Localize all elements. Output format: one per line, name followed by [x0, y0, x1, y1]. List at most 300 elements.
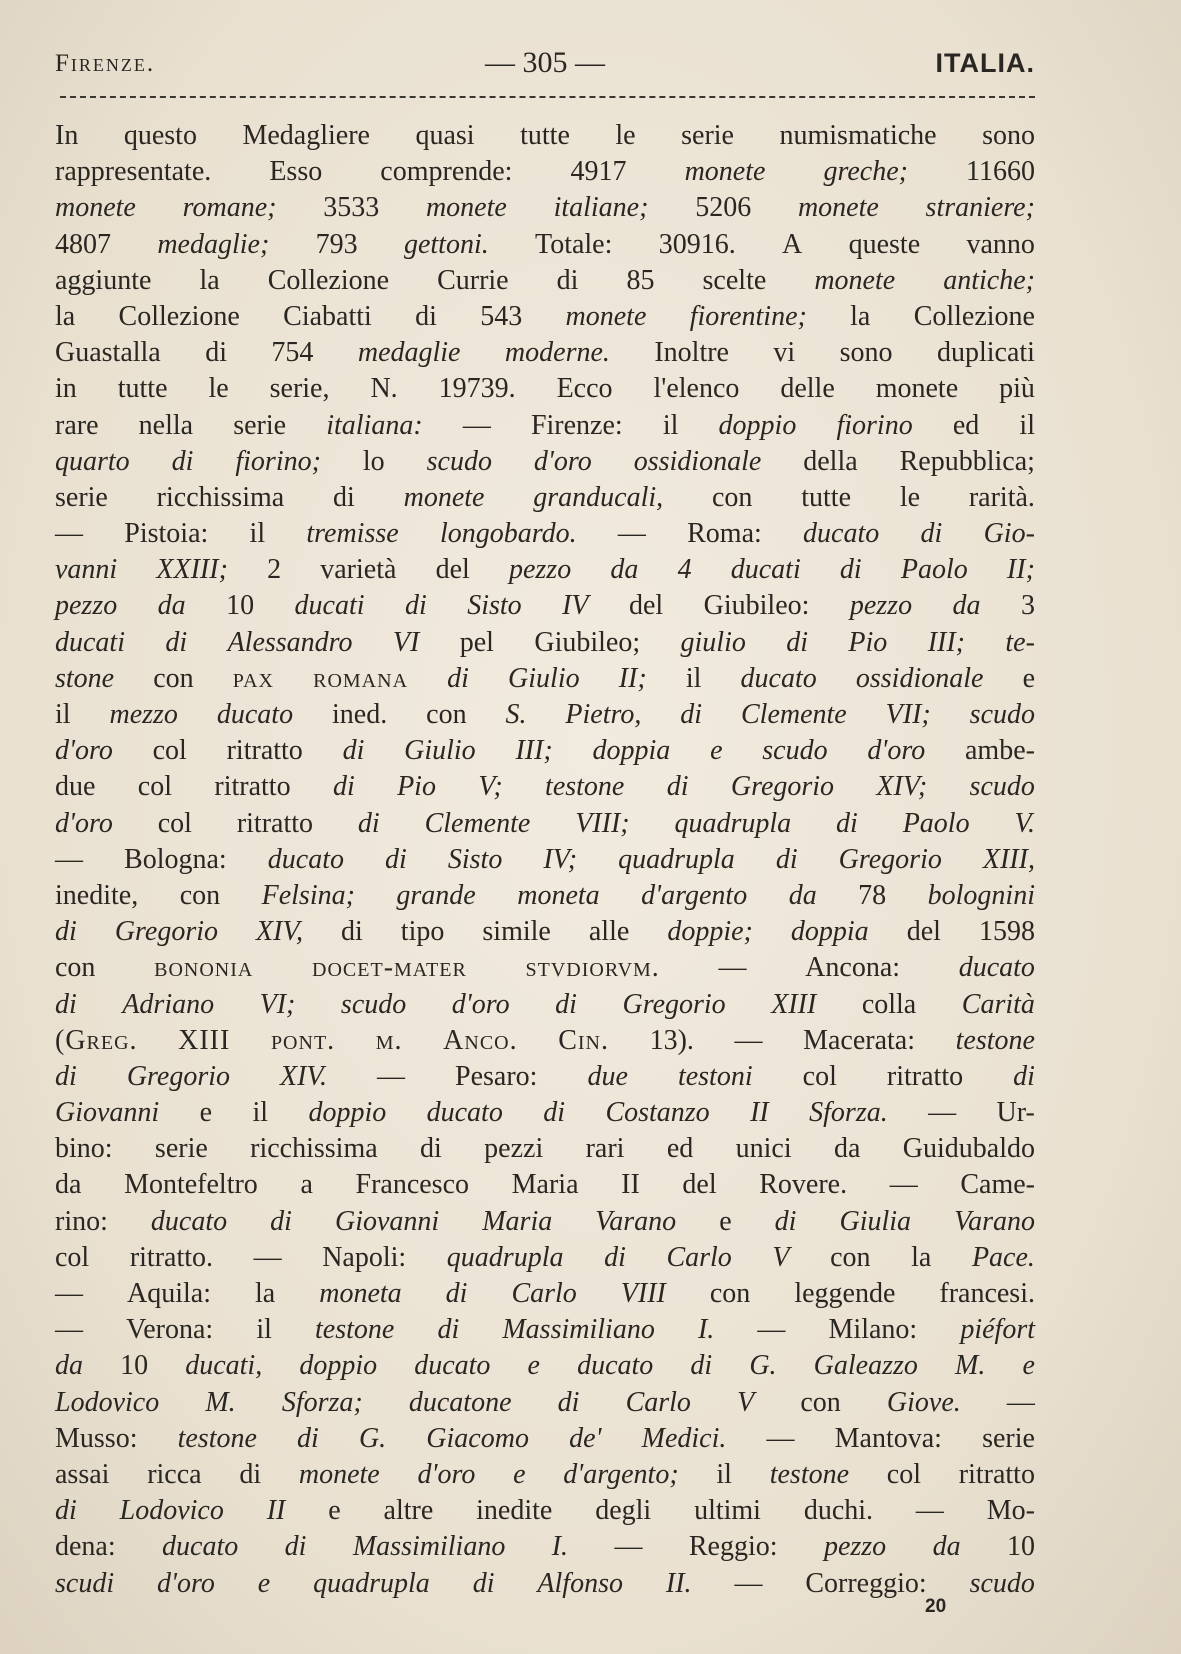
text-line — [55, 987, 1035, 1023]
word — [566, 299, 647, 335]
word — [771, 987, 816, 1023]
italic-text: Gio- — [983, 518, 1035, 550]
word — [235, 444, 321, 480]
word — [615, 118, 635, 154]
word — [805, 950, 900, 986]
italic-text: di — [445, 1278, 468, 1309]
italic-text: d'argento; — [563, 1458, 679, 1490]
italic-text: ducato — [267, 843, 344, 875]
text-line — [55, 1457, 1035, 1493]
word — [887, 1385, 961, 1421]
word — [641, 878, 747, 914]
word — [120, 1348, 148, 1384]
italic-text: fiorino; — [235, 445, 321, 477]
roman-text: — — [718, 952, 747, 984]
word — [663, 408, 679, 444]
text-line — [55, 1312, 1035, 1348]
word — [850, 299, 870, 335]
word — [719, 1204, 731, 1240]
roman-text: A — [782, 228, 803, 260]
roman-text: — — [614, 1531, 643, 1563]
italic-text: monete — [425, 192, 507, 224]
word — [520, 118, 570, 154]
word — [511, 1276, 576, 1312]
word — [586, 1131, 625, 1167]
word — [439, 371, 516, 407]
italic-text: Costanzo — [605, 1097, 710, 1129]
word — [115, 914, 218, 950]
roman-text: lo — [362, 445, 385, 477]
italic-text: VI; — [259, 988, 296, 1020]
word — [1007, 1529, 1035, 1565]
roman-text: alle — [588, 916, 630, 948]
word — [452, 987, 510, 1023]
roman-text: Correggio: — [805, 1567, 927, 1599]
word — [254, 1240, 282, 1276]
word — [762, 733, 827, 769]
text-line — [55, 1385, 1035, 1421]
word — [127, 1276, 211, 1312]
roman-text: tutte — [801, 481, 851, 513]
word — [55, 1457, 109, 1493]
smallcaps-text: romana — [313, 662, 409, 694]
word — [535, 227, 612, 263]
italic-text: mezzo — [109, 699, 178, 730]
word — [55, 1204, 108, 1240]
word — [907, 914, 941, 950]
word — [55, 444, 130, 480]
italic-text: Clemente — [741, 699, 847, 730]
roman-text: del — [628, 590, 664, 622]
text-line — [55, 1421, 1035, 1457]
italic-text: G. — [358, 1422, 387, 1454]
italic-text: pezzo — [508, 554, 572, 586]
word — [1021, 588, 1035, 624]
roman-text: sono — [982, 120, 1035, 151]
roman-text: ritratto — [226, 735, 303, 767]
roman-text: da — [833, 1133, 861, 1165]
word — [1005, 625, 1035, 661]
word — [1023, 661, 1035, 697]
word — [526, 950, 660, 986]
italic-text: ducato — [577, 1350, 654, 1382]
word — [681, 118, 734, 154]
italic-text: Giovanni — [55, 1097, 160, 1129]
word — [911, 1240, 931, 1276]
word — [446, 1276, 468, 1312]
word — [55, 625, 125, 661]
word — [789, 878, 817, 914]
roman-text: aggiunte — [55, 264, 152, 296]
roman-text: con — [153, 662, 194, 694]
word — [162, 1529, 238, 1565]
word — [803, 444, 857, 480]
word — [285, 1529, 307, 1565]
text-line — [55, 516, 1035, 552]
word — [437, 263, 509, 299]
roman-text: — — [915, 1495, 944, 1527]
italic-text: Medici. — [641, 1422, 727, 1454]
italic-text: ducato — [216, 699, 294, 730]
italic-text: giulio — [680, 626, 746, 658]
word — [271, 1023, 335, 1059]
word — [512, 1167, 579, 1203]
word — [341, 987, 406, 1023]
word — [323, 190, 379, 226]
italic-text: testone — [315, 1314, 395, 1346]
italic-text: ducati, — [185, 1350, 263, 1382]
word — [271, 335, 313, 371]
word — [959, 950, 1035, 986]
italic-text: XIV, — [256, 916, 303, 948]
italic-text: II — [266, 1495, 286, 1527]
word — [595, 1204, 676, 1240]
word — [736, 1131, 792, 1167]
word — [515, 733, 552, 769]
italic-text: II; — [618, 662, 647, 694]
italic-text: IV; — [543, 843, 578, 875]
word — [654, 371, 740, 407]
italic-text: di — [666, 771, 689, 803]
italic-text: moderne. — [504, 337, 610, 369]
word — [955, 1348, 985, 1384]
word — [55, 878, 138, 914]
italic-text: Carlo — [666, 1241, 732, 1273]
word — [55, 118, 78, 154]
word — [506, 697, 527, 733]
italic-text: XIV; — [876, 771, 928, 803]
word — [404, 227, 489, 263]
word — [557, 371, 613, 407]
roman-text: di — [420, 1133, 442, 1165]
word — [513, 1457, 525, 1493]
word — [155, 1131, 208, 1167]
roman-text: la — [911, 1241, 932, 1273]
smallcaps-text: docet-mater — [312, 952, 467, 984]
text-line — [55, 1095, 1035, 1131]
italic-text: Giove. — [886, 1386, 961, 1418]
word — [979, 914, 1035, 950]
roman-text: — — [55, 843, 83, 875]
word — [803, 1059, 837, 1095]
italic-text: Pace. — [971, 1241, 1035, 1273]
italic-text: di — [920, 518, 943, 550]
word — [55, 263, 151, 299]
word — [119, 299, 240, 335]
italic-text: e — [1022, 1350, 1035, 1382]
italic-text: Clemente — [424, 807, 531, 839]
word — [953, 588, 981, 624]
word — [233, 661, 274, 697]
word — [839, 842, 942, 878]
italic-text: di — [55, 988, 77, 1020]
italic-text: di — [55, 1495, 77, 1527]
word — [690, 1348, 712, 1384]
word — [312, 950, 467, 986]
italic-text: ducato — [414, 1350, 491, 1382]
word — [834, 1131, 860, 1167]
italic-text: di — [284, 1531, 307, 1563]
word — [426, 1421, 529, 1457]
roman-text: Maria — [511, 1169, 579, 1201]
word — [674, 806, 791, 842]
roman-text: la — [199, 264, 220, 296]
word — [393, 625, 419, 661]
word — [804, 1493, 873, 1529]
word — [731, 552, 801, 588]
word — [299, 1348, 377, 1384]
roman-text: col — [152, 735, 187, 767]
italic-text: di — [836, 807, 858, 839]
word — [571, 154, 627, 190]
roman-text: Totale: — [535, 228, 613, 260]
word — [227, 733, 303, 769]
word — [280, 1059, 327, 1095]
roman-text: il — [1019, 409, 1035, 441]
word — [138, 769, 172, 805]
word — [814, 263, 895, 299]
italic-text: ducato — [426, 1097, 503, 1129]
word — [741, 661, 817, 697]
word — [460, 625, 494, 661]
word — [914, 299, 1035, 335]
word — [250, 516, 266, 552]
italic-text: Paolo — [900, 554, 968, 586]
italic-text: di — [55, 1060, 77, 1092]
italic-text: S. — [505, 699, 527, 730]
italic-text: scudo — [762, 735, 828, 767]
word — [55, 1276, 83, 1312]
text-line — [55, 1204, 1035, 1240]
italic-text: testone — [545, 771, 625, 803]
word — [359, 1421, 386, 1457]
roman-text: serie — [982, 1422, 1035, 1454]
word — [887, 1059, 963, 1095]
word — [840, 552, 862, 588]
italic-text: Pio — [848, 626, 888, 658]
word — [409, 1385, 512, 1421]
roman-text: delle — [780, 373, 835, 405]
italic-text: quadrupla — [674, 807, 792, 839]
italic-text: monete — [684, 156, 766, 188]
roman-text: il — [662, 409, 679, 441]
text-line — [55, 1348, 1035, 1384]
italic-text: da — [788, 879, 817, 911]
word — [839, 1204, 911, 1240]
italic-text: G. — [749, 1350, 777, 1382]
word — [316, 227, 358, 263]
italic-text: testone — [177, 1422, 257, 1454]
word — [124, 118, 197, 154]
italic-text: d'argento — [641, 879, 748, 911]
roman-text: 5206 — [695, 192, 752, 224]
italic-text: testone — [769, 1458, 850, 1490]
roman-text: — — [617, 518, 646, 550]
word — [447, 1240, 564, 1276]
italic-text: grande — [396, 879, 476, 911]
smallcaps-text: pont. — [270, 1024, 336, 1056]
italic-text: scudo — [969, 1567, 1035, 1599]
word — [966, 154, 1035, 190]
roman-text: ed — [666, 1133, 694, 1165]
italic-text: di — [680, 699, 703, 730]
word — [682, 1167, 716, 1203]
italic-text: e — [710, 735, 723, 767]
italic-text: doppia — [592, 735, 671, 767]
italic-text: Carità — [961, 988, 1035, 1020]
word — [55, 697, 71, 733]
italic-text: di — [357, 807, 380, 839]
word — [890, 1167, 918, 1203]
word — [903, 1131, 1035, 1167]
italic-text: ducato — [740, 662, 817, 694]
word — [55, 987, 77, 1023]
word — [358, 335, 461, 371]
word — [124, 842, 227, 878]
roman-text: rappresentate. — [55, 156, 212, 188]
word — [887, 1457, 921, 1493]
italic-text: di — [270, 1205, 292, 1237]
word — [126, 1312, 213, 1348]
roman-text: Milano: — [828, 1314, 918, 1346]
word — [824, 1529, 886, 1565]
word — [376, 1023, 403, 1059]
roman-text: comprende: — [380, 156, 513, 188]
word — [467, 588, 521, 624]
roman-text: degli — [595, 1495, 652, 1527]
roman-text: Giubileo; — [534, 626, 641, 658]
roman-text: questo — [123, 120, 197, 151]
word — [695, 190, 751, 226]
italic-text: di — [1013, 1060, 1035, 1092]
italic-text: di — [690, 1350, 713, 1382]
word — [654, 335, 729, 371]
word — [463, 408, 491, 444]
word — [928, 625, 965, 661]
italic-text: Gregorio — [838, 843, 942, 875]
text-line — [55, 190, 1035, 226]
word — [786, 625, 808, 661]
word — [328, 1493, 340, 1529]
word — [862, 987, 916, 1023]
text-line — [55, 480, 1035, 516]
roman-text: 1598 — [978, 916, 1035, 948]
italic-text: ducato — [958, 952, 1035, 984]
word — [710, 733, 722, 769]
word — [575, 806, 629, 842]
word — [370, 371, 397, 407]
word — [666, 1566, 692, 1602]
word — [55, 408, 99, 444]
header-country: ITALIA. — [935, 48, 1035, 78]
word — [426, 190, 507, 226]
word — [517, 878, 599, 914]
word — [959, 1457, 1035, 1493]
word — [997, 1095, 1035, 1131]
roman-text: da — [55, 1169, 82, 1201]
italic-text: 4 — [677, 554, 692, 586]
roman-text: ricchissima — [156, 481, 285, 513]
italic-text: XIII, — [982, 843, 1035, 875]
roman-text: del — [906, 916, 941, 948]
text-line — [55, 1059, 1035, 1095]
italic-text: Massimiliano — [352, 1531, 506, 1563]
roman-text: le — [208, 373, 229, 405]
italic-text: d'oro — [55, 735, 113, 767]
word — [772, 1240, 789, 1276]
italic-text: ducati — [55, 626, 125, 658]
word — [109, 697, 177, 733]
italic-text: II. — [665, 1567, 692, 1599]
italic-text: V — [737, 1386, 755, 1418]
text-line — [55, 1493, 1035, 1529]
text-line — [55, 1566, 1035, 1602]
word — [737, 1385, 754, 1421]
word — [956, 1023, 1035, 1059]
italic-text: medaglie; — [157, 228, 270, 260]
roman-text: 30916. — [658, 228, 736, 260]
word — [377, 1059, 405, 1095]
text-line — [55, 263, 1035, 299]
roman-text: Aquila: — [127, 1278, 211, 1309]
word — [836, 408, 912, 444]
word — [531, 408, 623, 444]
word — [183, 190, 277, 226]
italic-text: d'oro — [157, 1567, 215, 1599]
smallcaps-text: XIII — [178, 1024, 231, 1056]
word — [801, 480, 851, 516]
italic-text: fiorentine; — [689, 300, 807, 332]
roman-text: varietà — [320, 554, 397, 586]
roman-text: Montefeltro — [124, 1169, 258, 1201]
word — [343, 733, 365, 769]
text-line — [55, 914, 1035, 950]
word — [798, 190, 879, 226]
roman-text: 10 — [120, 1350, 149, 1382]
roman-text: 11660 — [966, 156, 1035, 188]
word — [565, 697, 641, 733]
word — [749, 1348, 776, 1384]
roman-text: Verona: — [126, 1314, 214, 1346]
roman-text: col — [802, 1060, 837, 1092]
word — [228, 625, 353, 661]
roman-text: bino: — [55, 1133, 113, 1165]
word — [333, 480, 355, 516]
word — [824, 154, 908, 190]
roman-text: vi — [773, 337, 796, 369]
word — [425, 806, 531, 842]
roman-text: dena: — [55, 1531, 116, 1563]
word — [283, 299, 372, 335]
header-rule — [60, 96, 1035, 98]
word — [928, 878, 1035, 914]
italic-text: da — [610, 554, 639, 586]
word — [954, 1204, 1035, 1240]
word — [315, 1312, 394, 1348]
word — [297, 1421, 319, 1457]
word — [147, 1457, 201, 1493]
italic-text: Pietro, — [565, 699, 642, 730]
word — [543, 842, 577, 878]
word — [55, 1240, 89, 1276]
roman-text: ritratto — [236, 807, 314, 839]
header-city: Firenze. — [55, 50, 156, 77]
word — [55, 299, 75, 335]
italic-text: gettoni. — [403, 228, 489, 260]
word — [405, 588, 427, 624]
text-line — [55, 154, 1035, 190]
word — [704, 588, 810, 624]
